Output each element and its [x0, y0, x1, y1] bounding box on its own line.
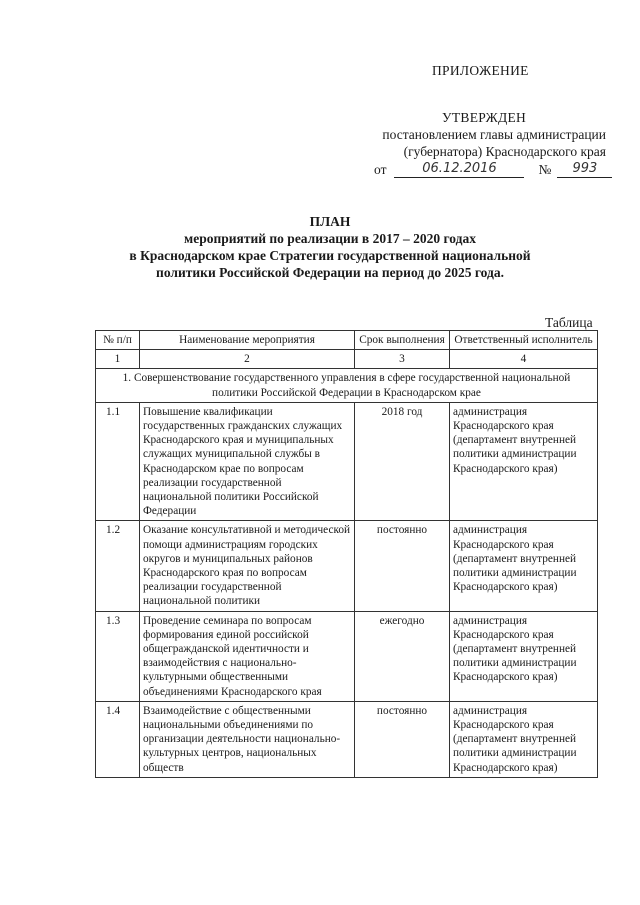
table-row: [96, 701, 598, 777]
row-executor: администрация Краснодарского края (департамент внутренней политики администрации Краснодарского края): [450, 521, 598, 611]
header-name: Наименование мероприятия: [140, 331, 355, 350]
number-prefix: №: [538, 162, 552, 177]
date-number-line: [374, 160, 612, 178]
row-number: 1.4: [96, 701, 140, 777]
approved-label: УТВЕРЖДЕН: [442, 110, 527, 125]
header-term: Срок выполнения: [355, 331, 450, 350]
table-row: [96, 402, 598, 521]
table-header-row: [96, 331, 598, 350]
row-number: 1.1: [96, 402, 140, 521]
row-executor: администрация Краснодарского края (департамент внутренней политики администрации Краснодарского края): [450, 402, 598, 521]
table-numbering-row: [96, 350, 598, 369]
table-caption: Таблица: [545, 315, 593, 330]
row-term: постоянно: [355, 701, 450, 777]
section-title: 1. Совершенствование государственного управления в сфере государственной национальной политики Российской Федерации в Краснодарском крае: [96, 369, 598, 402]
approved-by-text: [356, 126, 606, 160]
row-number: 1.2: [96, 521, 140, 611]
row-activity: Взаимодействие с общественными национальными объединениями по организации деятельности национально-культурных центров, национальных обществ: [140, 701, 355, 777]
title-line3: в Краснодарском крае Стратегии государственной национальной: [129, 248, 531, 263]
row-activity: Проведение семинара по вопросам формирования единой российской общегражданской идентичности и взаимодействия с национально-культурными общественными объединениями Краснодарского края: [140, 611, 355, 701]
numbering-cell: 2: [140, 350, 355, 369]
date-prefix: от: [374, 162, 387, 177]
row-term: постоянно: [355, 521, 450, 611]
title-line2: мероприятий по реализации в 2017 – 2020 годах: [184, 231, 476, 246]
row-number: 1.3: [96, 611, 140, 701]
row-executor: администрация Краснодарского края (департамент внутренней политики администрации Краснодарского края): [450, 701, 598, 777]
title-line1: ПЛАН: [309, 214, 351, 229]
date-value: 06.12.2016: [394, 160, 524, 178]
table-row: [96, 611, 598, 701]
table-row: [96, 521, 598, 611]
number-value: 993: [557, 160, 612, 178]
section-row: [96, 369, 598, 402]
plan-table: [95, 330, 598, 778]
row-term: 2018 год: [355, 402, 450, 521]
header-exec: Ответственный исполнитель: [450, 331, 598, 350]
document-title: [90, 213, 570, 281]
numbering-cell: 4: [450, 350, 598, 369]
row-activity: Оказание консультативной и методической помощи администрациям городских округов и муниципальных районов Краснодарского края по вопросам реализации государственной национальной политики: [140, 521, 355, 611]
row-activity: Повышение квалификации государственных гражданских служащих Краснодарского края и муниципальных служащих муниципальной службы в Краснодарском крае по вопросам реализации государственной национальной политики Российской Федерации: [140, 402, 355, 521]
numbering-cell: 3: [355, 350, 450, 369]
approved-by-line1: постановлением главы администрации: [382, 127, 606, 142]
approved-by-line2: (губернатора) Краснодарского края: [403, 144, 606, 159]
numbering-cell: 1: [96, 350, 140, 369]
header-no: № п/п: [96, 331, 140, 350]
appendix-label: ПРИЛОЖЕНИЕ: [432, 63, 529, 78]
row-executor: администрация Краснодарского края (департамент внутренней политики администрации Краснодарского края): [450, 611, 598, 701]
row-term: ежегодно: [355, 611, 450, 701]
title-line4: политики Российской Федерации на период до 2025 года.: [156, 265, 504, 280]
